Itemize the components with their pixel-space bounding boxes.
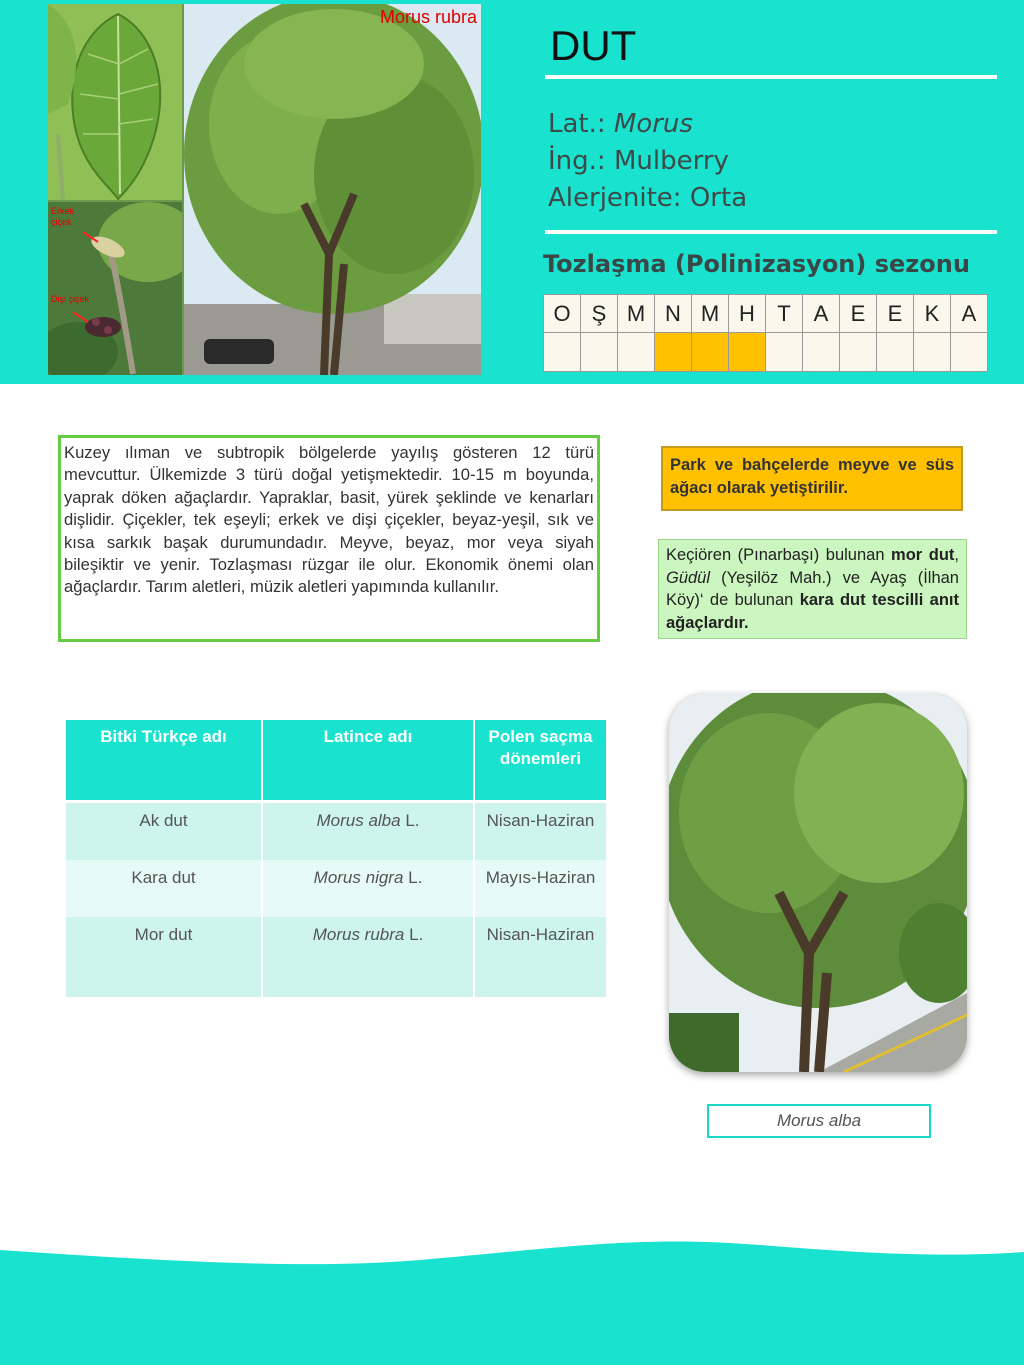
latin-label: Lat.: bbox=[548, 109, 606, 139]
season-indicator bbox=[840, 333, 877, 372]
month-cell: M bbox=[618, 295, 655, 333]
month-cell: H bbox=[729, 295, 766, 333]
turkish-name-cell: Mor dut bbox=[66, 917, 262, 997]
main-photo-label: Morus rubra bbox=[379, 7, 477, 27]
season-indicator bbox=[914, 333, 951, 372]
latin-value: Morus bbox=[613, 109, 693, 139]
allergen-value: Orta bbox=[689, 183, 748, 213]
pollen-period-cell: Nisan-Haziran bbox=[474, 917, 606, 997]
facts-divider bbox=[545, 230, 997, 234]
month-cell: T bbox=[766, 295, 803, 333]
season-indicator bbox=[766, 333, 803, 372]
page-title: DUT bbox=[550, 22, 637, 69]
allergen-label: Alerjenite: bbox=[548, 183, 682, 213]
latin-name-cell bbox=[262, 860, 474, 917]
latin-name: Morus rubra bbox=[312, 925, 405, 944]
month-cell: Ş bbox=[581, 295, 618, 333]
plant-facts bbox=[548, 106, 747, 217]
season-indicator bbox=[618, 333, 655, 372]
usage-note: Park ve bahçelerde meyve ve süs ağacı olarak yetiştirilir. bbox=[661, 446, 963, 511]
photo-collage bbox=[48, 4, 481, 375]
season-indicator bbox=[803, 333, 840, 372]
male-flower-label: Erkek çiçek bbox=[51, 206, 75, 227]
flower-photo bbox=[48, 202, 182, 375]
season-indicator bbox=[877, 333, 914, 372]
column-header: Latince adı bbox=[262, 720, 474, 802]
season-indicator bbox=[544, 333, 581, 372]
english-name-line bbox=[548, 143, 747, 180]
note-bold: mor dut bbox=[891, 546, 955, 564]
season-indicator bbox=[729, 333, 766, 372]
species-table bbox=[66, 720, 606, 997]
month-cell: K bbox=[914, 295, 951, 333]
latin-name-cell bbox=[262, 802, 474, 861]
column-header: Polen saçma dönemleri bbox=[474, 720, 606, 802]
note-bold: kara dut tescilli anıt ağaçlardır. bbox=[666, 591, 959, 632]
month-cell: E bbox=[840, 295, 877, 333]
month-cell: A bbox=[803, 295, 840, 333]
season-indicator bbox=[655, 333, 692, 372]
note-text: Keçiören (Pınarbaşı) bulunan bbox=[666, 546, 892, 564]
month-cell: M bbox=[692, 295, 729, 333]
author-abbr: L. bbox=[403, 868, 423, 887]
latin-name: Morus alba bbox=[316, 811, 401, 830]
season-indicator-row bbox=[544, 333, 988, 372]
author-abbr: L. bbox=[404, 925, 424, 944]
pollen-period-cell: Nisan-Haziran bbox=[474, 802, 606, 861]
description-box: Kuzey ılıman ve subtropik bölgelerde yayılış gösteren 12 türü mevcuttur. Ülkemizde 3 türü doğal yetişmektedir. 10-15 m boyunda, yaprak döken ağaçlardır. Yapraklar, basit, yürek şeklinde ve kenarları dişlidir. Çiçekler, tek eşeyli; erkek ve dişi çiçekler, beyaz-yeşil, sık ve kısa sarkık başak durumundadır. Meyve, beyaz, mor veya siyah bileşiktir ve yenir. Tozlaşması rüzgar ile olur. Ekonomik önemi olan ağaçlardır. Tarım aletleri, müzik aletleri yapımında kullanılır. bbox=[58, 435, 600, 642]
turkish-name-cell: Ak dut bbox=[66, 802, 262, 861]
morus-alba-photo bbox=[669, 693, 967, 1072]
table-row bbox=[66, 860, 606, 917]
month-letters-row bbox=[544, 295, 988, 333]
latin-name-cell bbox=[262, 917, 474, 997]
month-cell: A bbox=[951, 295, 988, 333]
month-cell: O bbox=[544, 295, 581, 333]
season-indicator bbox=[951, 333, 988, 372]
month-cell: N bbox=[655, 295, 692, 333]
author-abbr: L. bbox=[400, 811, 420, 830]
leaf-photo bbox=[48, 4, 182, 200]
photo-caption: Morus alba bbox=[707, 1104, 931, 1138]
monument-tree-note bbox=[658, 539, 967, 639]
column-header: Bitki Türkçe adı bbox=[66, 720, 262, 802]
species-header-row bbox=[66, 720, 606, 802]
turkish-name-cell: Kara dut bbox=[66, 860, 262, 917]
note-text: , bbox=[954, 546, 959, 564]
bottom-wave bbox=[0, 1230, 1024, 1365]
english-label: İng.: bbox=[548, 146, 606, 176]
allergen-line bbox=[548, 180, 747, 217]
note-italic: Güdül bbox=[666, 568, 711, 587]
season-title: Tozlaşma (Polinizasyon) sezonu bbox=[543, 250, 970, 278]
title-divider bbox=[545, 75, 997, 79]
table-row bbox=[66, 802, 606, 861]
pollination-calendar bbox=[543, 294, 988, 372]
tree-main-photo bbox=[184, 4, 481, 375]
table-row bbox=[66, 917, 606, 997]
female-flower-label: Dişi çiçek bbox=[51, 294, 90, 304]
month-cell: E bbox=[877, 295, 914, 333]
season-indicator bbox=[581, 333, 618, 372]
season-indicator bbox=[692, 333, 729, 372]
note-text: (Yeşilöz Mah.) ve Ayaş (İlhan Köy)‘ de bulunan bbox=[666, 568, 959, 610]
latin-name: Morus nigra bbox=[313, 868, 404, 887]
pollen-period-cell: Mayıs-Haziran bbox=[474, 860, 606, 917]
latin-name-line bbox=[548, 106, 747, 143]
english-value: Mulberry bbox=[613, 146, 729, 176]
